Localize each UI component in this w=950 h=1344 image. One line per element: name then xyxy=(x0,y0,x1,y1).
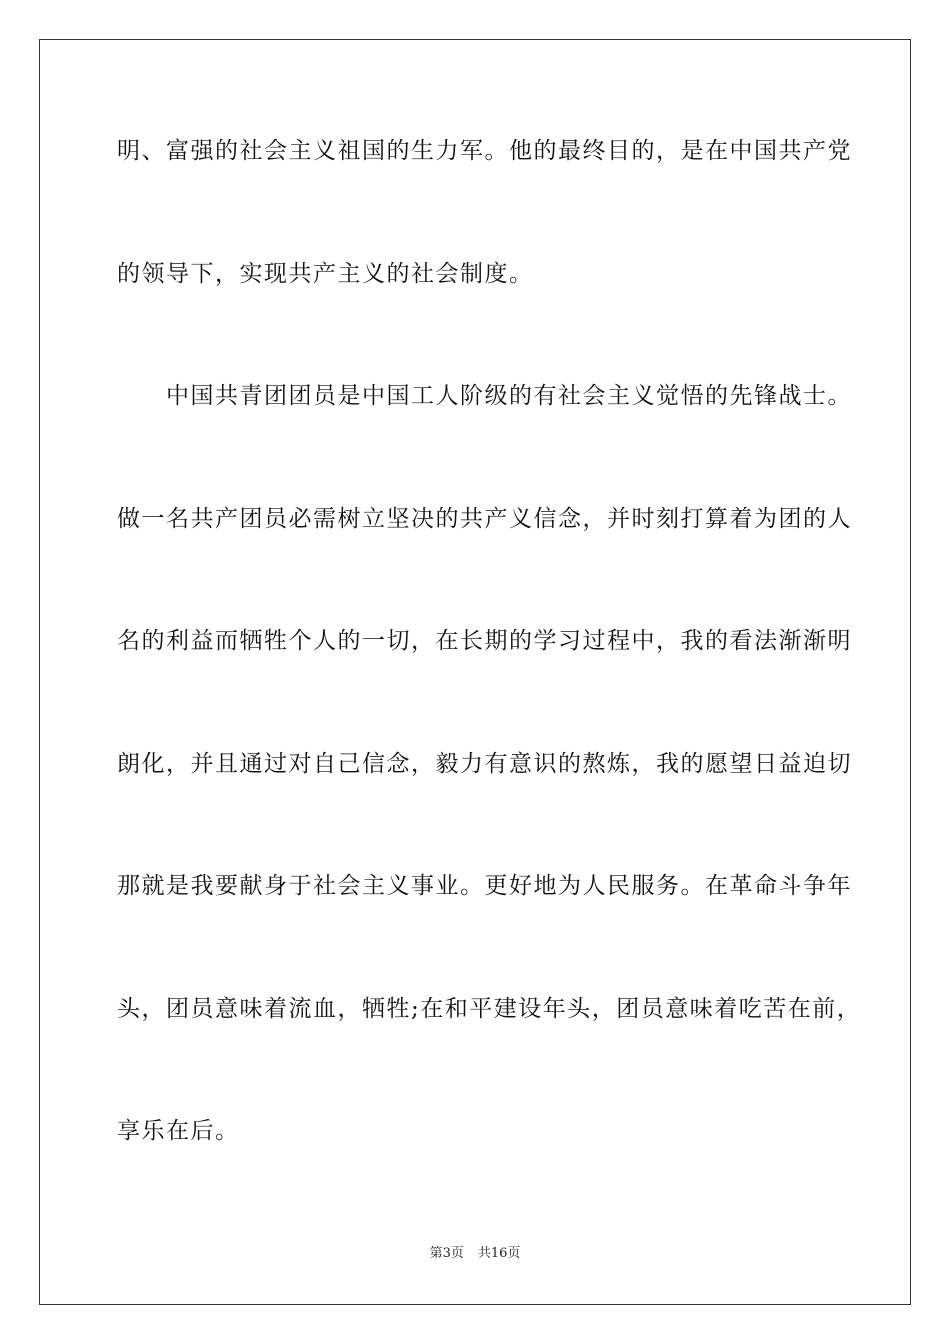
body-line-5: 名的利益而牺牲个人的一切，在长期的学习过程中，我的看法渐渐明 xyxy=(117,628,852,654)
body-line-1: 明、富强的社会主义祖国的生力军。他的最终目的，是在中国共产党 xyxy=(117,138,852,164)
body-line-7: 那就是我要献身于社会主义事业。更好地为人民服务。在革命斗争年 xyxy=(117,873,852,899)
body-line-9: 享乐在后。 xyxy=(117,1118,240,1144)
page-footer xyxy=(0,1244,950,1264)
page-number: 第3页 xyxy=(429,1246,464,1261)
body-line-2: 的领导下，实现共产主义的社会制度。 xyxy=(117,261,534,287)
body-line-4: 做一名共产团员必需树立坚决的共产义信念，并时刻打算着为团的人 xyxy=(117,506,852,532)
body-line-3: 中国共青团团员是中国工人阶级的有社会主义觉悟的先锋战士。 xyxy=(117,383,852,409)
body-line-6: 朗化，并且通过对自己信念，毅力有意识的熬炼，我的愿望日益迫切 xyxy=(117,751,852,777)
total-pages: 共16页 xyxy=(477,1246,521,1261)
body-line-8: 头，团员意味着流血，牺牲;在和平建设年头，团员意味着吃苦在前， xyxy=(117,996,862,1022)
